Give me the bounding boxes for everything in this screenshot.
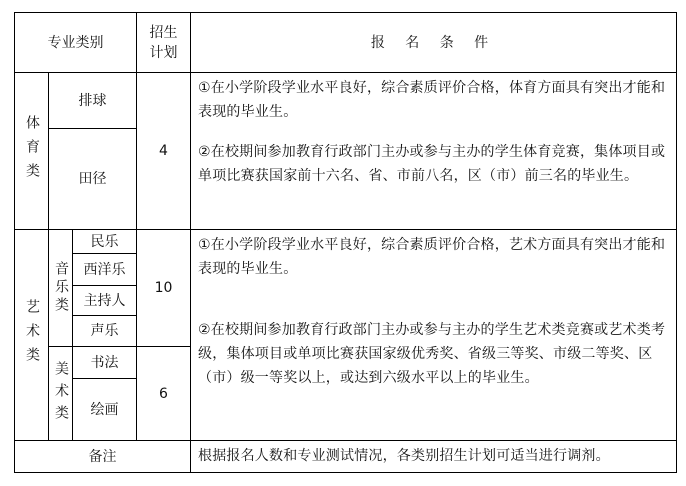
sports-item-track: 田径: [78, 171, 107, 187]
remark-label: 备注: [88, 448, 117, 465]
header-plan: 招生计划: [149, 24, 178, 61]
fine-item-painting: 绘画: [90, 401, 119, 418]
sports-condition-2: ②在校期间参加教育行政部门主办或参与主办的学生体育竞赛，集体项目或单项比赛获国家前十六名、省、市前八名，区（市）前三名的毕业生。: [198, 144, 666, 184]
fine-plan: 6: [159, 385, 168, 402]
rule-right: [676, 12, 677, 473]
header-category: 专业类别: [47, 34, 104, 51]
music-item-western: 西洋乐: [83, 261, 126, 278]
sports-condition-1: ①在小学阶段学业水平良好，综合素质评价合格，体育方面具有突出才能和表现的毕业生。: [198, 80, 666, 120]
remark-text: 根据报名人数和专业测试情况，各类别招生计划可适当进行调剂。: [198, 448, 610, 464]
music-item-vocal: 声乐: [90, 323, 119, 339]
fine-group-text: 美术类: [53, 360, 69, 427]
header-conditions: 报 名 条 件: [370, 34, 497, 51]
music-item-folk: 民乐: [90, 233, 119, 250]
rule-plan-right: [190, 12, 191, 473]
art-group-text: 艺术类: [24, 299, 40, 371]
art-group-label: [15, 230, 48, 440]
art-condition-2: ②在校期间参加教育行政部门主办或参与主办的学生艺术类竞赛或艺术类考级，集体项目或单项比赛获国家级优秀奖、省级三等奖、市级二等奖、区（市）级一等奖以上，或达到六级水平以上的毕业生。: [198, 322, 666, 386]
fine-item-calligraphy: 书法: [90, 354, 119, 371]
sports-group-label: [15, 73, 48, 229]
music-group-label: [49, 230, 72, 346]
sports-plan: 4: [159, 143, 168, 159]
sports-item-volleyball: 排球: [78, 92, 107, 109]
music-group-text: 音乐类: [53, 261, 69, 315]
music-plan: 10: [154, 280, 173, 296]
sports-group-text: 体育类: [24, 115, 40, 187]
music-item-host: 主持人: [83, 292, 126, 309]
fine-group-label: [49, 347, 72, 440]
rule-bottom: [14, 472, 676, 473]
art-condition-1: ①在小学阶段学业水平良好，综合素质评价合格，艺术方面具有突出才能和表现的毕业生。: [198, 237, 666, 277]
